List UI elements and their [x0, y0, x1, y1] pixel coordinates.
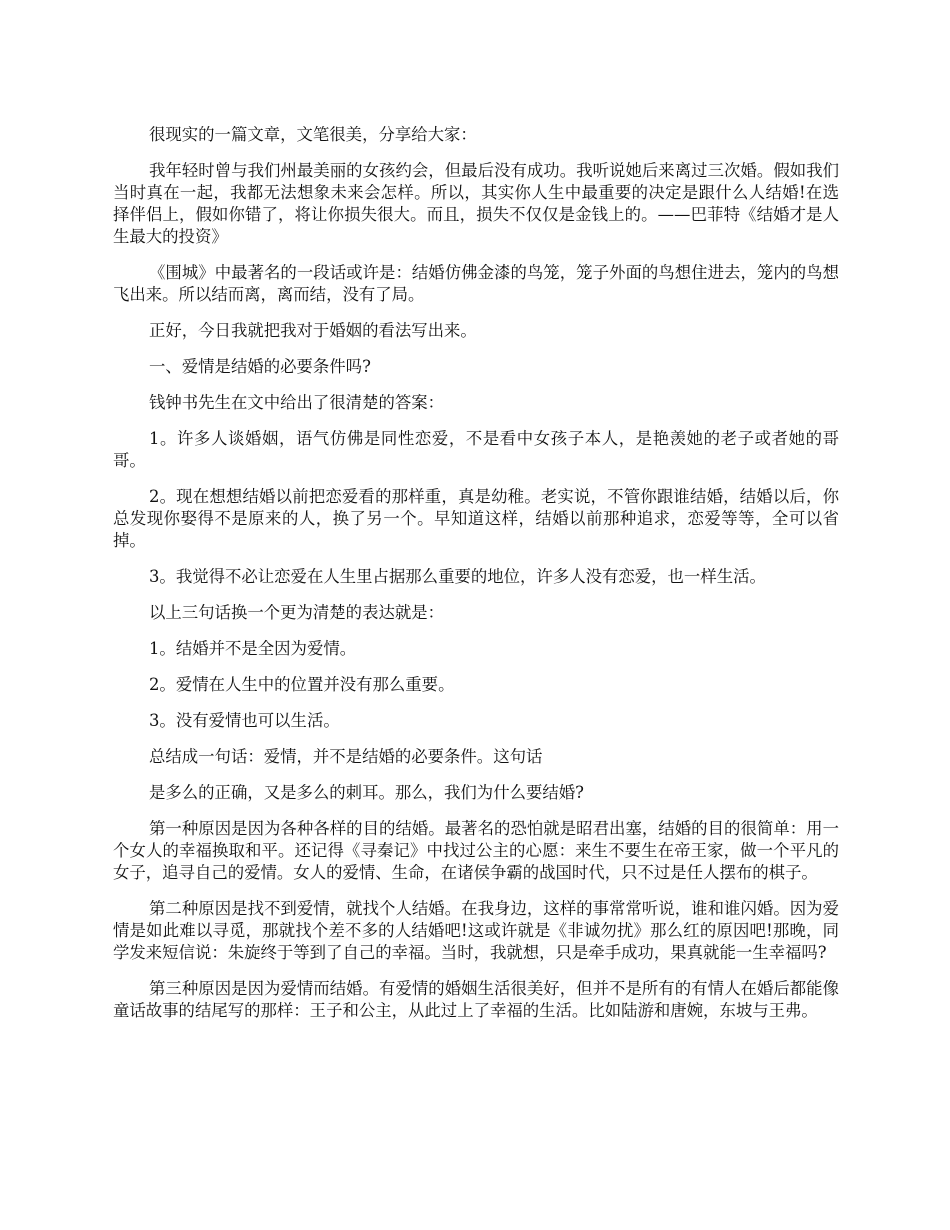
- document-page: [113, 124, 839, 1036]
- paragraph-reason-3: 第三种原因是因为爱情而结婚。有爱情的婚姻生活很美好，但并不是所有的有情人在婚后都能像童话故事的结尾写的那样：王子和公主，从此过上了幸福的生活。比如陆游和唐婉，东坡与王弗。: [113, 979, 839, 1020]
- list-item-quote-1: 1。许多人谈婚姻，语气仿佛是同性恋爱，不是看中女孩子本人，是艳羡她的老子或者她的哥哥。: [113, 429, 839, 470]
- paragraph-reason-2: 第二种原因是找不到爱情，就找个人结婚。在我身边，这样的事常常听说，谁和谁闪婚。因为爱情是如此难以寻觅，那就找个差不多的人结婚吧!这或许就是《非诚勿扰》那么红的原因吧!那晚，同学发来短信说：朱旋终于等到了自己的幸福。当时，我就想，只是牵手成功，果真就能一生幸福吗?: [113, 899, 839, 962]
- paragraph-transition: 正好，今日我就把我对于婚姻的看法写出来。: [149, 321, 477, 340]
- paragraph-reason-1: 第一种原因是因为各种各样的目的结婚。最著名的恐怕就是昭君出塞，结婚的目的很简单：用一个女人的幸福换取和平。还记得《寻秦记》中找过公主的心愿：来生不要生在帝王家，做一个平凡的女子，追寻自己的爱情。女人的爱情、生命，在诸侯争霸的战国时代，只不过是任人摆布的棋子。: [113, 819, 839, 882]
- paragraph-qian-answer: 钱钟书先生在文中给出了很清楚的答案：: [149, 393, 445, 412]
- list-item-summary-3: 3。没有爱情也可以生活。: [149, 711, 340, 730]
- list-item-summary-2: 2。爱情在人生中的位置并没有那么重要。: [149, 675, 455, 694]
- paragraph-question: 是多么的正确，又是多么的刺耳。那么，我们为什么要结婚?: [149, 783, 584, 802]
- list-item-quote-2: 2。现在想想结婚以前把恋爱看的那样重，真是幼稚。老实说，不管你跟谁结婚，结婚以后，你总发现你娶得不是原来的人，换了另一个。早知道这样，结婚以前那种追求，恋爱等等，全可以省掉。: [113, 487, 839, 550]
- paragraph-buffett-quote: 我年轻时曾与我们州最美丽的女孩约会，但最后没有成功。我听说她后来离过三次婚。假如我们当时真在一起，我都无法想象未来会怎样。所以，其实你人生中最重要的决定是跟什么人结婚!在选择伴侣上，假如你错了，将让你损失很大。而且，损失不仅仅是金钱上的。——巴菲特《结婚才是人生最大的投资》: [113, 161, 839, 246]
- list-item-summary-1: 1。结婚并不是全因为爱情。: [149, 639, 357, 658]
- paragraph-conclusion: 总结成一句话：爱情，并不是结婚的必要条件。这句话: [149, 747, 543, 766]
- paragraph-fortress-besieged: 《围城》中最著名的一段话或许是：结婚仿佛金漆的鸟笼，笼子外面的鸟想住进去，笼内的鸟想飞出来。所以结而离，离而结，没有了局。: [113, 263, 839, 304]
- section-heading-1: 一、爱情是结婚的必要条件吗?: [149, 357, 371, 376]
- list-item-quote-3: 3。我觉得不必让恋爱在人生里占据那么重要的地位，许多人没有恋爱，也一样生活。: [149, 567, 766, 586]
- paragraph-restatement: 以上三句话换一个更为清楚的表达就是：: [149, 603, 445, 622]
- paragraph-intro: 很现实的一篇文章，文笔很美，分享给大家：: [149, 125, 477, 144]
